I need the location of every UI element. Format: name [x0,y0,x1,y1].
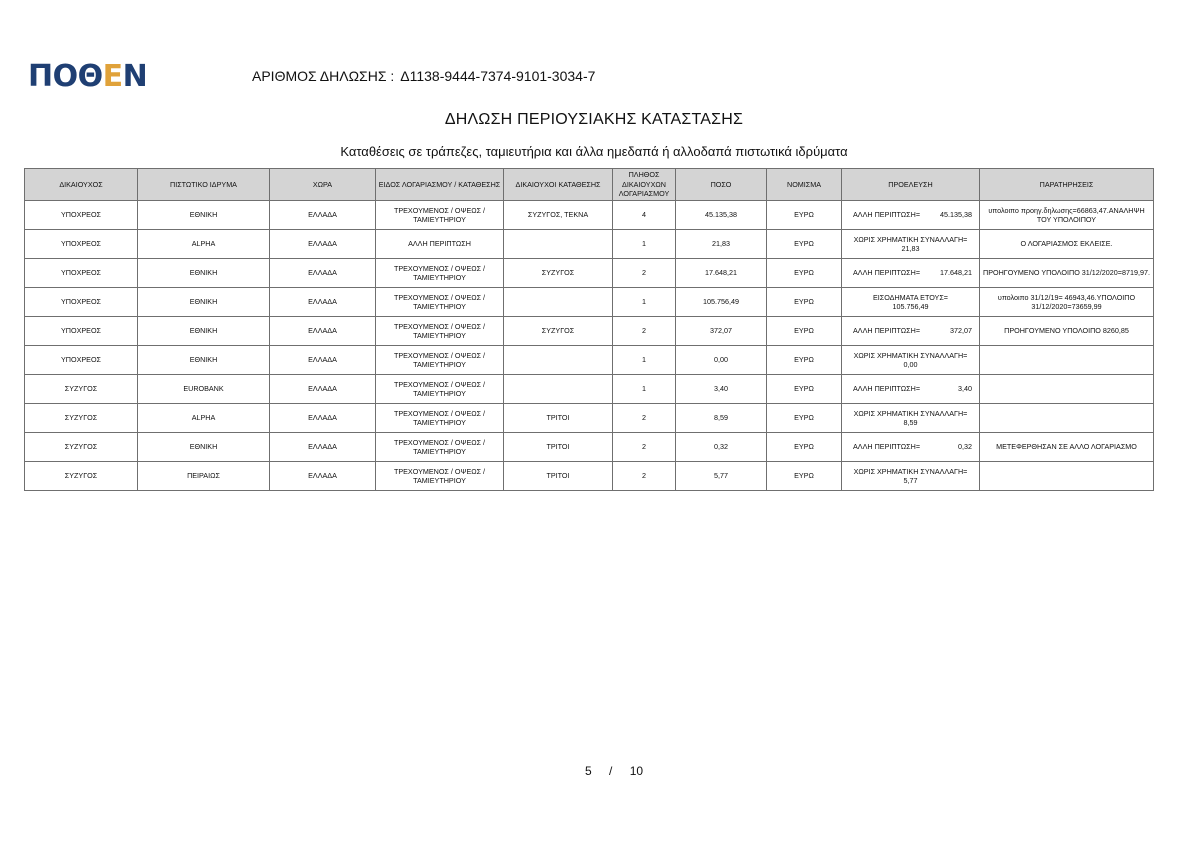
holder-cell: ΥΠΟΧΡΕΟΣ [25,346,138,375]
institution-cell: ΕΘΝΙΚΗ [138,433,270,462]
country-cell: ΕΛΛΑΔΑ [270,375,376,404]
section-title: Καταθέσεις σε τράπεζες, ταμιευτήρια και άλλα ημεδαπά ή αλλοδαπά πιστωτικά ιδρύματα [340,144,848,159]
currency-cell: ΕΥΡΩ [767,317,842,346]
institution-cell: EUROBANK [138,375,270,404]
beneficiary-count-cell: 2 [613,433,676,462]
table-row [25,259,1154,288]
account-type-cell: ΤΡΕΧΟΥΜΕΝΟΣ / ΟΨΕΩΣ / ΤΑΜΙΕΥΤΗΡΙΟΥ [376,288,504,317]
amount-cell: 0,00 [676,346,767,375]
origin-amount: 21,83 [901,244,920,253]
institution-cell: ΕΘΝΙΚΗ [138,259,270,288]
origin-amount: 372,07 [950,326,972,336]
beneficiary-count-cell: 2 [613,462,676,491]
institution-cell: ΠΕΙΡΑΙΩΣ [138,462,270,491]
holder-cell: ΥΠΟΧΡΕΟΣ [25,317,138,346]
column-header: ΔΙΚΑΙΟΥΧΟΙ ΚΑΤΑΘΕΣΗΣ [504,169,613,201]
beneficiaries-cell: ΤΡΙΤΟΙ [504,404,613,433]
notes-cell: ΠΡΟΗΓΟΥΜΕΝΟ ΥΠΟΛΟΙΠΟ 31/12/2020=8719,97. [980,259,1154,288]
column-header: ΠΡΟΕΛΕΥΣΗ [842,169,980,201]
column-header: ΠΛΗΘΟΣ ΔΙΚΑΙΟΥΧΩΝ ΛΟΓΑΡΙΑΣΜΟΥ [613,169,676,201]
page-current: 5 [585,764,592,778]
holder-cell: ΥΠΟΧΡΕΟΣ [25,230,138,259]
beneficiary-count-cell: 1 [613,346,676,375]
beneficiary-count-cell: 2 [613,317,676,346]
origin-label: ΑΛΛΗ ΠΕΡΙΠΤΩΣΗ= [853,326,921,336]
country-cell: ΕΛΛΑΔΑ [270,462,376,491]
table-row [25,201,1154,230]
amount-cell: 372,07 [676,317,767,346]
country-cell: ΕΛΛΑΔΑ [270,288,376,317]
institution-cell: ALPHA [138,404,270,433]
beneficiaries-cell: ΤΡΙΤΟΙ [504,433,613,462]
beneficiary-count-cell: 2 [613,404,676,433]
origin-cell [842,375,980,404]
country-cell: ΕΛΛΑΔΑ [270,346,376,375]
beneficiary-count-cell: 1 [613,230,676,259]
amount-cell: 8,59 [676,404,767,433]
beneficiaries-cell: ΤΡΙΤΟΙ [504,462,613,491]
account-type-cell: ΤΡΕΧΟΥΜΕΝΟΣ / ΟΨΕΩΣ / ΤΑΜΙΕΥΤΗΡΙΟΥ [376,375,504,404]
currency-cell: ΕΥΡΩ [767,462,842,491]
origin-cell [842,288,980,317]
amount-cell: 0,32 [676,433,767,462]
holder-cell: ΣΥΖΥΓΟΣ [25,375,138,404]
origin-amount: 17.648,21 [940,268,972,278]
table-row [25,375,1154,404]
origin-cell [842,462,980,491]
table-header-row [25,169,1154,201]
origin-label: ΕΙΣΟΔΗΜΑΤΑ ΕΤΟΥΣ= [872,292,948,302]
table-row [25,288,1154,317]
origin-cell [842,346,980,375]
institution-cell: ΕΘΝΙΚΗ [138,288,270,317]
beneficiaries-cell: ΣΥΖΥΓΟΣ, ΤΕΚΝΑ [504,201,613,230]
holder-cell: ΥΠΟΧΡΕΟΣ [25,201,138,230]
amount-cell: 5,77 [676,462,767,491]
holder-cell: ΥΠΟΧΡΕΟΣ [25,259,138,288]
institution-cell: ΕΘΝΙΚΗ [138,346,270,375]
currency-cell: ΕΥΡΩ [767,433,842,462]
currency-cell: ΕΥΡΩ [767,288,842,317]
holder-cell: ΣΥΖΥΓΟΣ [25,462,138,491]
origin-label: ΑΛΛΗ ΠΕΡΙΠΤΩΣΗ= [853,210,921,220]
table-row [25,317,1154,346]
account-type-cell: ΤΡΕΧΟΥΜΕΝΟΣ / ΟΨΕΩΣ / ΤΑΜΙΕΥΤΗΡΙΟΥ [376,462,504,491]
account-type-cell: ΤΡΕΧΟΥΜΕΝΟΣ / ΟΨΕΩΣ / ΤΑΜΙΕΥΤΗΡΙΟΥ [376,433,504,462]
page-number [585,763,643,779]
column-header: ΠΑΡΑΤΗΡΗΣΕΙΣ [980,169,1154,201]
account-type-cell: ΤΡΕΧΟΥΜΕΝΟΣ / ΟΨΕΩΣ / ΤΑΜΙΕΥΤΗΡΙΟΥ [376,346,504,375]
origin-label: ΑΛΛΗ ΠΕΡΙΠΤΩΣΗ= [853,442,921,452]
beneficiary-count-cell: 1 [613,288,676,317]
notes-cell: υπολοιπο 31/12/19= 46943,46.ΥΠΟΛΟΙΠΟ 31/12/2020=73659,99 [980,288,1154,317]
origin-label: ΑΛΛΗ ΠΕΡΙΠΤΩΣΗ= [853,268,921,278]
column-header: ΠΙΣΤΩΤΙΚΟ ΙΔΡΥΜΑ [138,169,270,201]
column-header: ΕΙΔΟΣ ΛΟΓΑΡΙΑΣΜΟΥ / ΚΑΤΑΘΕΣΗΣ [376,169,504,201]
country-cell: ΕΛΛΑΔΑ [270,230,376,259]
origin-cell [842,201,980,230]
country-cell: ΕΛΛΑΔΑ [270,433,376,462]
amount-cell: 45.135,38 [676,201,767,230]
origin-label: ΧΩΡΙΣ ΧΡΗΜΑΤΙΚΗ ΣΥΝΑΛΛΑΓΗ= [853,408,968,418]
origin-label: ΑΛΛΗ ΠΕΡΙΠΤΩΣΗ= [853,384,921,394]
page-total: 10 [629,764,644,778]
currency-cell: ΕΥΡΩ [767,346,842,375]
page-separator: / [609,764,613,778]
table-row [25,404,1154,433]
origin-amount: 8,59 [903,418,918,427]
account-type-cell: ΤΡΕΧΟΥΜΕΝΟΣ / ΟΨΕΩΣ / ΤΑΜΙΕΥΤΗΡΙΟΥ [376,259,504,288]
origin-amount: 0,32 [958,442,972,452]
amount-cell: 17.648,21 [676,259,767,288]
account-type-cell: ΤΡΕΧΟΥΜΕΝΟΣ / ΟΨΕΩΣ / ΤΑΜΙΕΥΤΗΡΙΟΥ [376,201,504,230]
currency-cell: ΕΥΡΩ [767,404,842,433]
origin-label: ΧΩΡΙΣ ΧΡΗΜΑΤΙΚΗ ΣΥΝΑΛΛΑΓΗ= [853,350,968,360]
origin-amount: 3,40 [958,384,972,394]
amount-cell: 3,40 [676,375,767,404]
declaration-label: ΑΡΙΘΜΟΣ ΔΗΛΩΣΗΣ : [252,68,395,84]
notes-cell: ΠΡΟΗΓΟΥΜΕΝΟ ΥΠΟΛΟΙΠΟ 8260,85 [980,317,1154,346]
origin-label: ΧΩΡΙΣ ΧΡΗΜΑΤΙΚΗ ΣΥΝΑΛΛΑΓΗ= [853,234,968,244]
beneficiaries-cell: ΣΥΖΥΓΟΣ [504,259,613,288]
country-cell: ΕΛΛΑΔΑ [270,317,376,346]
amount-cell: 105.756,49 [676,288,767,317]
notes-cell [980,462,1154,491]
column-header: ΠΟΣΟ [676,169,767,201]
institution-cell: ΕΘΝΙΚΗ [138,317,270,346]
currency-cell: ΕΥΡΩ [767,201,842,230]
origin-amount: 105.756,49 [892,302,929,311]
beneficiaries-cell [504,346,613,375]
column-header: ΧΩΡΑ [270,169,376,201]
column-header: ΝΟΜΙΣΜΑ [767,169,842,201]
origin-label: ΧΩΡΙΣ ΧΡΗΜΑΤΙΚΗ ΣΥΝΑΛΛΑΓΗ= [853,466,968,476]
holder-cell: ΥΠΟΧΡΕΟΣ [25,288,138,317]
table-row [25,230,1154,259]
notes-cell: ΜΕΤΕΦΕΡΘΗΣΑΝ ΣΕ ΑΛΛΟ ΛΟΓΑΡΙΑΣΜΟ [980,433,1154,462]
currency-cell: ΕΥΡΩ [767,375,842,404]
pothen-logo: ΠΟΘΕΝ [28,59,148,94]
institution-cell: ΕΘΝΙΚΗ [138,201,270,230]
notes-cell: υπολοιπο προηγ.δηλωσης=66863,47.ΑΝΑΛΗΨΗ ΤΟΥ ΥΠΟΛΟΙΠΟΥ [980,201,1154,230]
holder-cell: ΣΥΖΥΓΟΣ [25,433,138,462]
beneficiaries-cell [504,288,613,317]
origin-cell [842,259,980,288]
beneficiaries-cell [504,375,613,404]
declaration-number-line [252,67,595,85]
table-row [25,346,1154,375]
origin-amount: 45.135,38 [940,210,972,220]
holder-cell: ΣΥΖΥΓΟΣ [25,404,138,433]
notes-cell: Ο ΛΟΓΑΡΙΑΣΜΟΣ ΕΚΛΕΙΣΕ. [980,230,1154,259]
declaration-number: Δ1138-9444-7374-9101-3034-7 [400,68,596,84]
amount-cell: 21,83 [676,230,767,259]
origin-cell [842,230,980,259]
notes-cell [980,404,1154,433]
origin-amount: 0,00 [903,360,918,369]
account-type-cell: ΑΛΛΗ ΠΕΡΙΠΤΩΣΗ [376,230,504,259]
country-cell: ΕΛΛΑΔΑ [270,404,376,433]
deposits-table [24,168,1154,491]
country-cell: ΕΛΛΑΔΑ [270,201,376,230]
beneficiaries-cell [504,230,613,259]
column-header: ΔΙΚΑΙΟΥΧΟΣ [25,169,138,201]
beneficiary-count-cell: 2 [613,259,676,288]
origin-cell [842,317,980,346]
currency-cell: ΕΥΡΩ [767,259,842,288]
country-cell: ΕΛΛΑΔΑ [270,259,376,288]
account-type-cell: ΤΡΕΧΟΥΜΕΝΟΣ / ΟΨΕΩΣ / ΤΑΜΙΕΥΤΗΡΙΟΥ [376,404,504,433]
notes-cell [980,346,1154,375]
beneficiaries-cell: ΣΥΖΥΓΟΣ [504,317,613,346]
table-row [25,462,1154,491]
origin-cell [842,433,980,462]
account-type-cell: ΤΡΕΧΟΥΜΕΝΟΣ / ΟΨΕΩΣ / ΤΑΜΙΕΥΤΗΡΙΟΥ [376,317,504,346]
page-title: ΔΗΛΩΣΗ ΠΕΡΙΟΥΣΙΑΚΗΣ ΚΑΤΑΣΤΑΣΗΣ [444,111,744,128]
beneficiary-count-cell: 1 [613,375,676,404]
beneficiary-count-cell: 4 [613,201,676,230]
origin-amount: 5,77 [903,476,918,485]
origin-cell [842,404,980,433]
currency-cell: ΕΥΡΩ [767,230,842,259]
institution-cell: ALPHA [138,230,270,259]
table-row [25,433,1154,462]
notes-cell [980,375,1154,404]
